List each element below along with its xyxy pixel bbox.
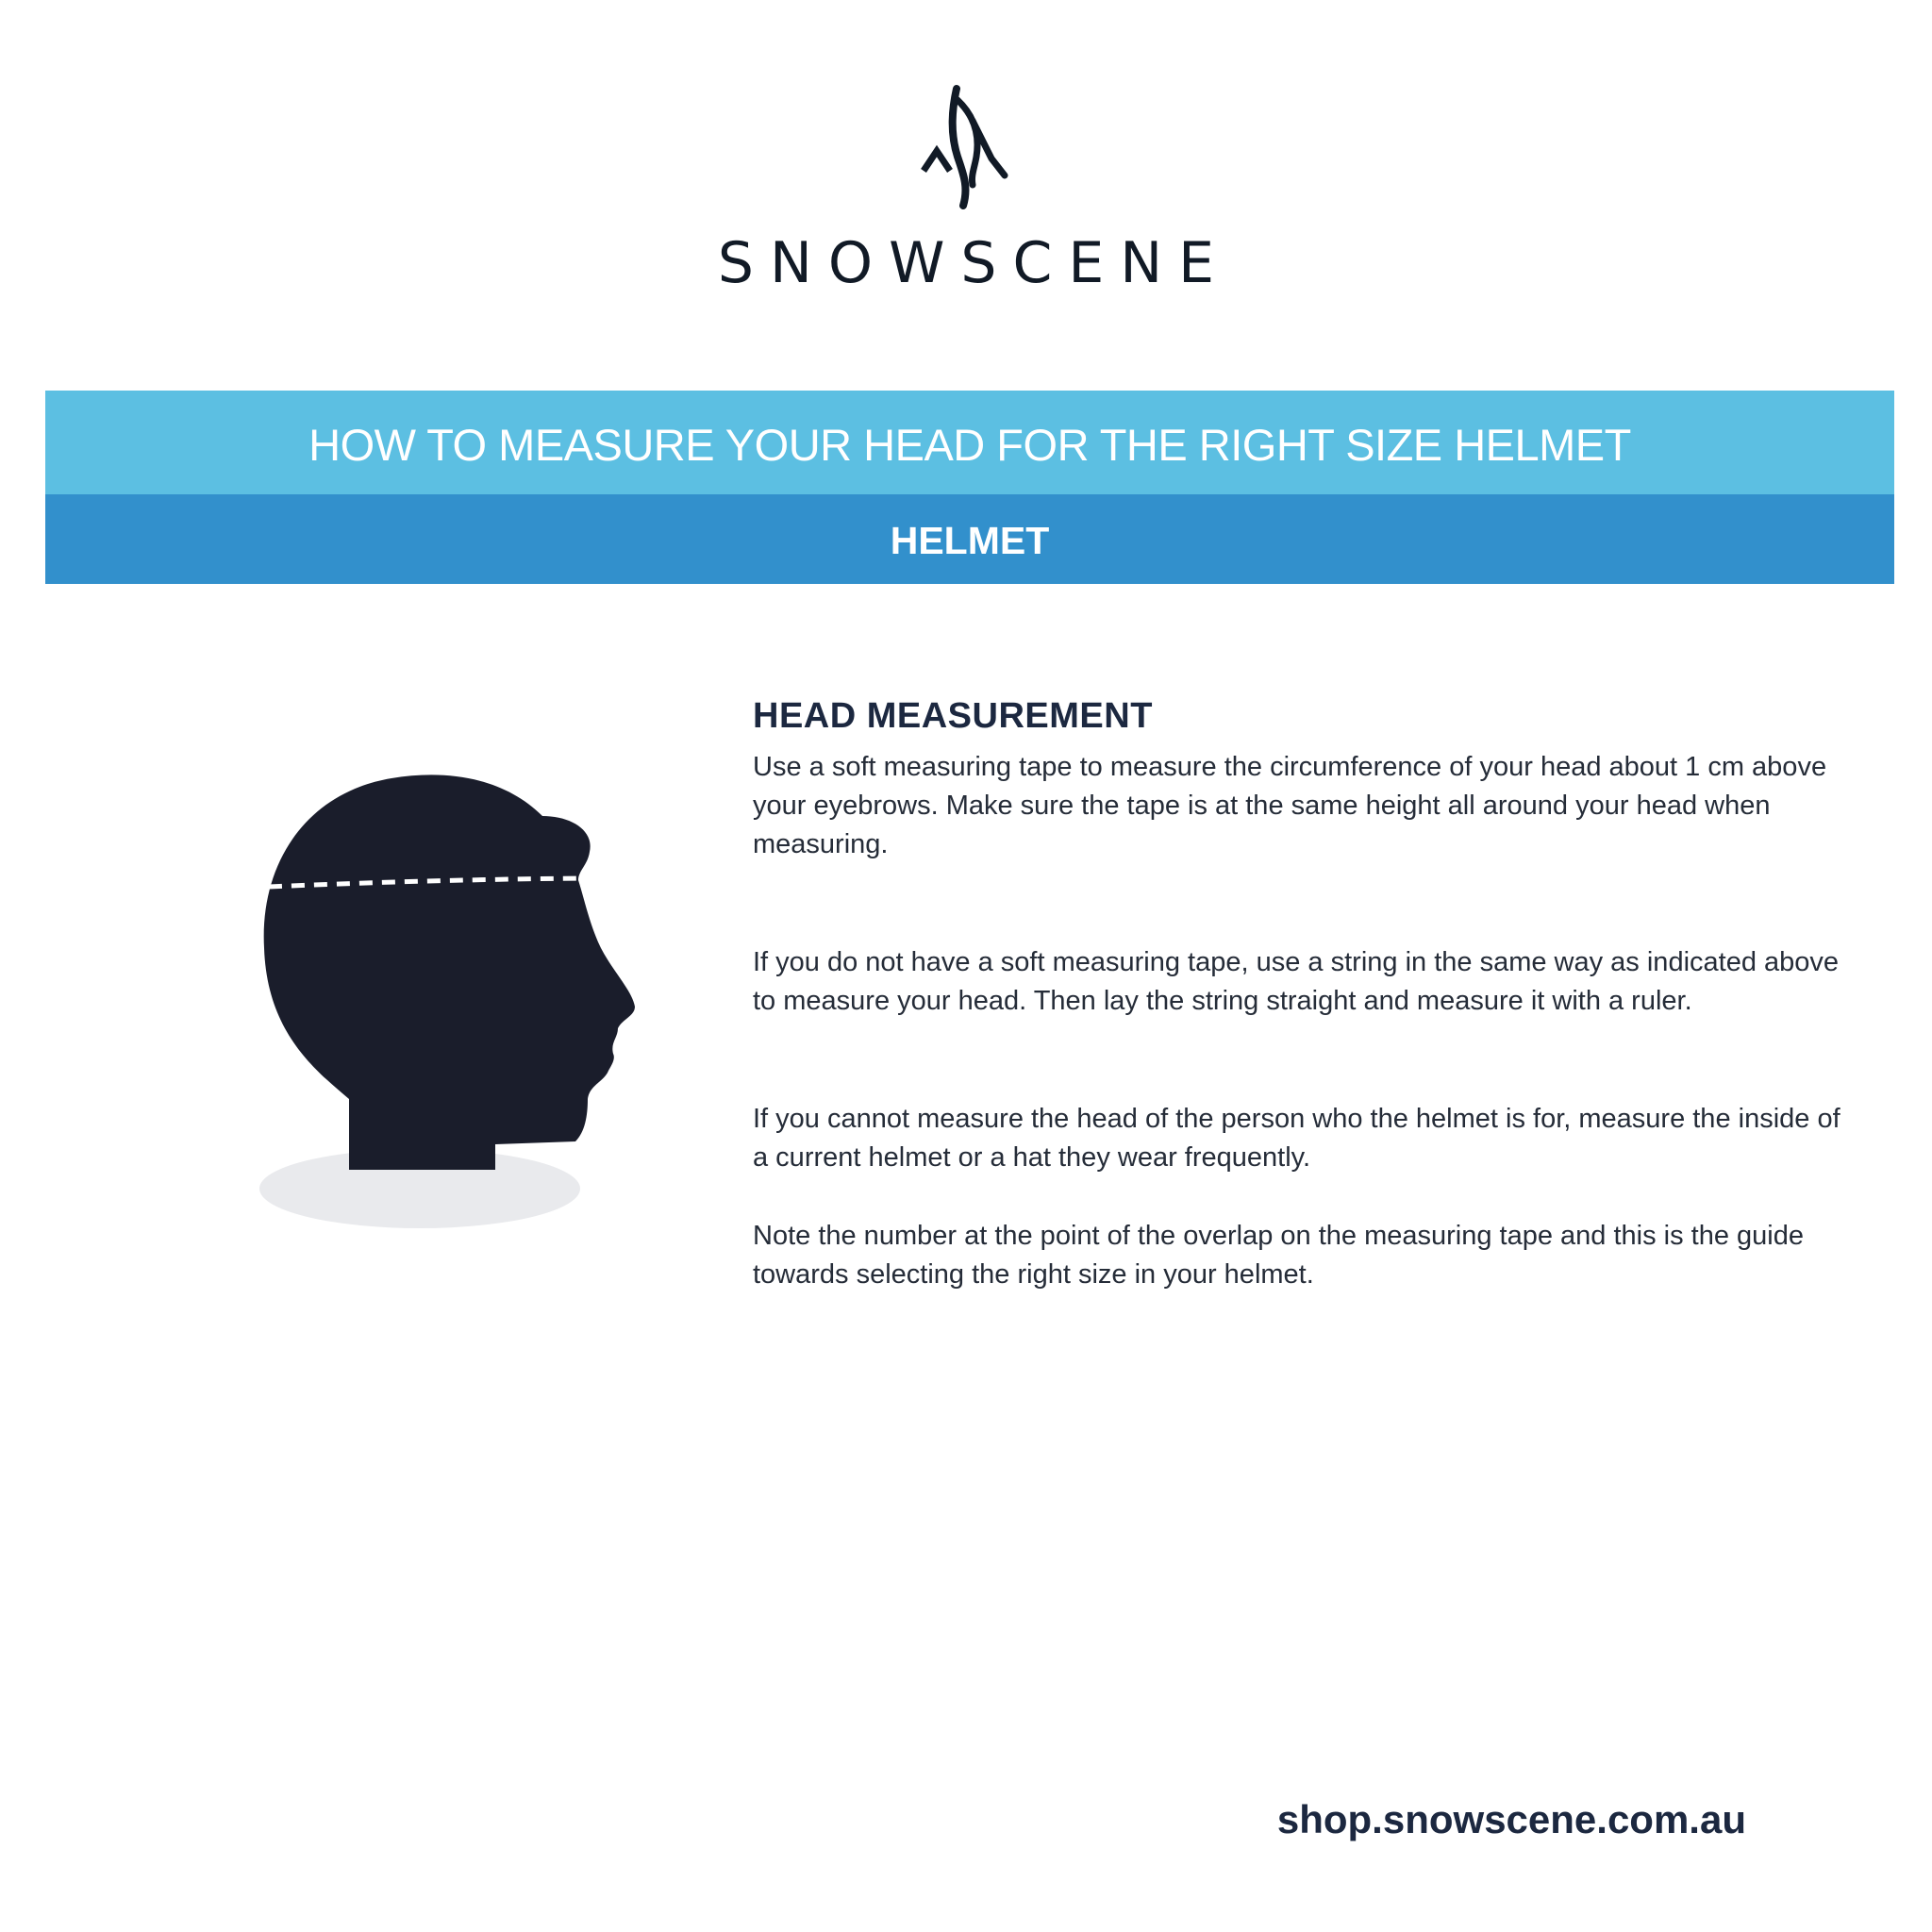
shop-url: shop.snowscene.com.au	[1276, 1797, 1746, 1841]
brand-name: SNOWSCENE	[717, 230, 1231, 296]
instruction-paragraph: Use a soft measuring tape to measure the circumference of your head about 1 cm above your eyebrows. Make sure the tape is at the same height all around your head when measuring.	[753, 752, 1827, 859]
snowscene-mountain-logo-icon	[914, 81, 1018, 213]
head-silhouette	[264, 774, 635, 1170]
head-measurement-section	[753, 696, 1857, 1294]
section-title: HEAD MEASUREMENT	[753, 696, 1153, 736]
title-banner	[45, 391, 1894, 584]
brand-logo	[0, 81, 1932, 296]
instruction-paragraph: If you do not have a soft measuring tape, use a string in the same way as indicated above to measure your head. Then lay the string straight and measure it with a ruler.	[753, 947, 1840, 1016]
instruction-paragraph: If you cannot measure the head of the person who the helmet is for, measure the inside of a current helmet or a hat they wear frequently.	[753, 1104, 1840, 1173]
instruction-paragraph: Note the number at the point of the overlap on the measuring tape and this is the guide towards selecting the right size in your helmet.	[753, 1221, 1805, 1290]
head-silhouette-measure-icon	[259, 759, 656, 1250]
page-title: HOW TO MEASURE YOUR HEAD FOR THE RIGHT SIZE HELMET	[45, 391, 1894, 494]
page-subtitle: HELMET	[45, 494, 1894, 584]
